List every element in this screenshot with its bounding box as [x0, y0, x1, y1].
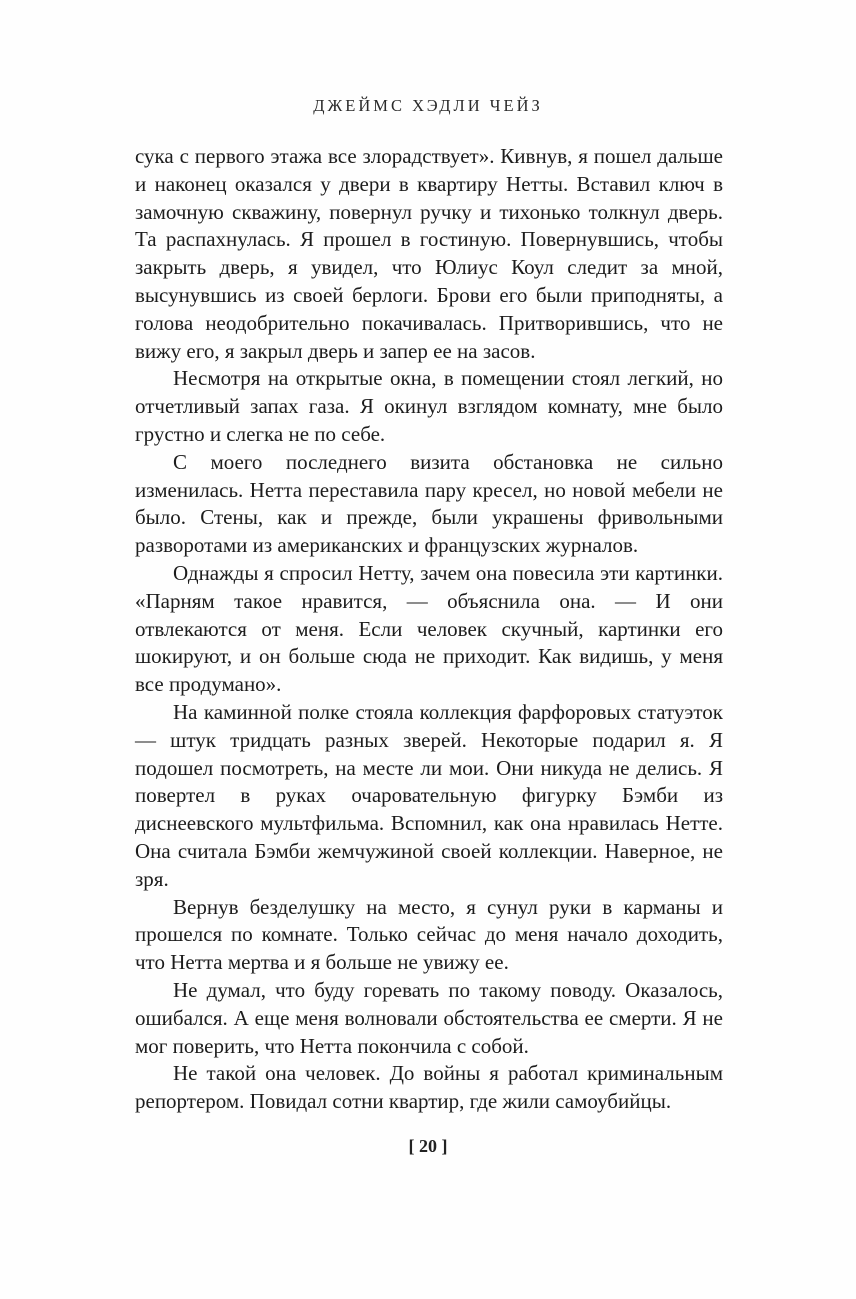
body-text: [135, 143, 723, 1116]
paragraph: С моего последнего визита обстановка не сильно изменилась. Нетта переставила пару кресел, но новой мебели не было. Стены, как и прежде, были украшены фривольными разворотами из американских и французских журналов.: [135, 449, 723, 558]
paragraph: Не думал, что буду горевать по такому поводу. Оказалось, ошибался. А еще меня волновали обстоятельства ее смерти. Я не мог поверить, что Нетта покончила с собой.: [135, 977, 723, 1058]
paragraph: Несмотря на открытые окна, в помещении стоял легкий, но отчетливый запах газа. Я окинул взглядом комнату, мне было грустно и слегка не по себе.: [135, 366, 723, 446]
paragraph: сука с первого этажа все злорадствует». Кивнув, я пошел дальше и наконец оказался у двери в квартиру Нетты. Вставил ключ в замочную скважину, повернул ручку и тихонько толкнул дверь. Та распахнулась. Я прошел в гостиную. Повернувшись, чтобы закрыть дверь, я увидел, что Юлиус Коул следит за мной, высунувшись из своей берлоги. Брови его были приподняты, а голова неодобрительно покачивалась. Притворившись, что не вижу его, я закрыл дверь и запер ее на засов.: [135, 144, 723, 363]
page-number: [ 20 ]: [408, 1136, 448, 1156]
paragraph: Вернув безделушку на место, я сунул руки в карманы и прошелся по комнате. Только сейчас до меня начало доходить, что Нетта мертва и я больше не увижу ее.: [135, 894, 723, 975]
paragraph: На каминной полке стояла коллекция фарфоровых статуэток — штук тридцать разных зверей. Некоторые подарил я. Я подошел посмотреть, на месте ли мои. Они никуда не делись. Я повертел в руках очаровательную фигурку Бэмби из диснеевского мультфильма. Вспомнил, как она нравилась Нетте. Она считала Бэмби жемчужиной своей коллекции. Наверное, не зря.: [135, 699, 723, 891]
running-title: ДЖЕЙМС ХЭДЛИ ЧЕЙЗ: [313, 96, 543, 115]
paragraph: Однажды я спросил Нетту, зачем она повесила эти картинки. «Парням такое нравится, — объяснила она. — И они отвлекаются от меня. Если человек скучный, картинки его шокируют, и он больше сюда не приходит. Как видишь, у меня все продумано».: [135, 560, 723, 697]
paragraph: Не такой она человек. До войны я работал криминальным репортером. Повидал сотни квартир, где жили самоубийцы.: [135, 1061, 723, 1114]
